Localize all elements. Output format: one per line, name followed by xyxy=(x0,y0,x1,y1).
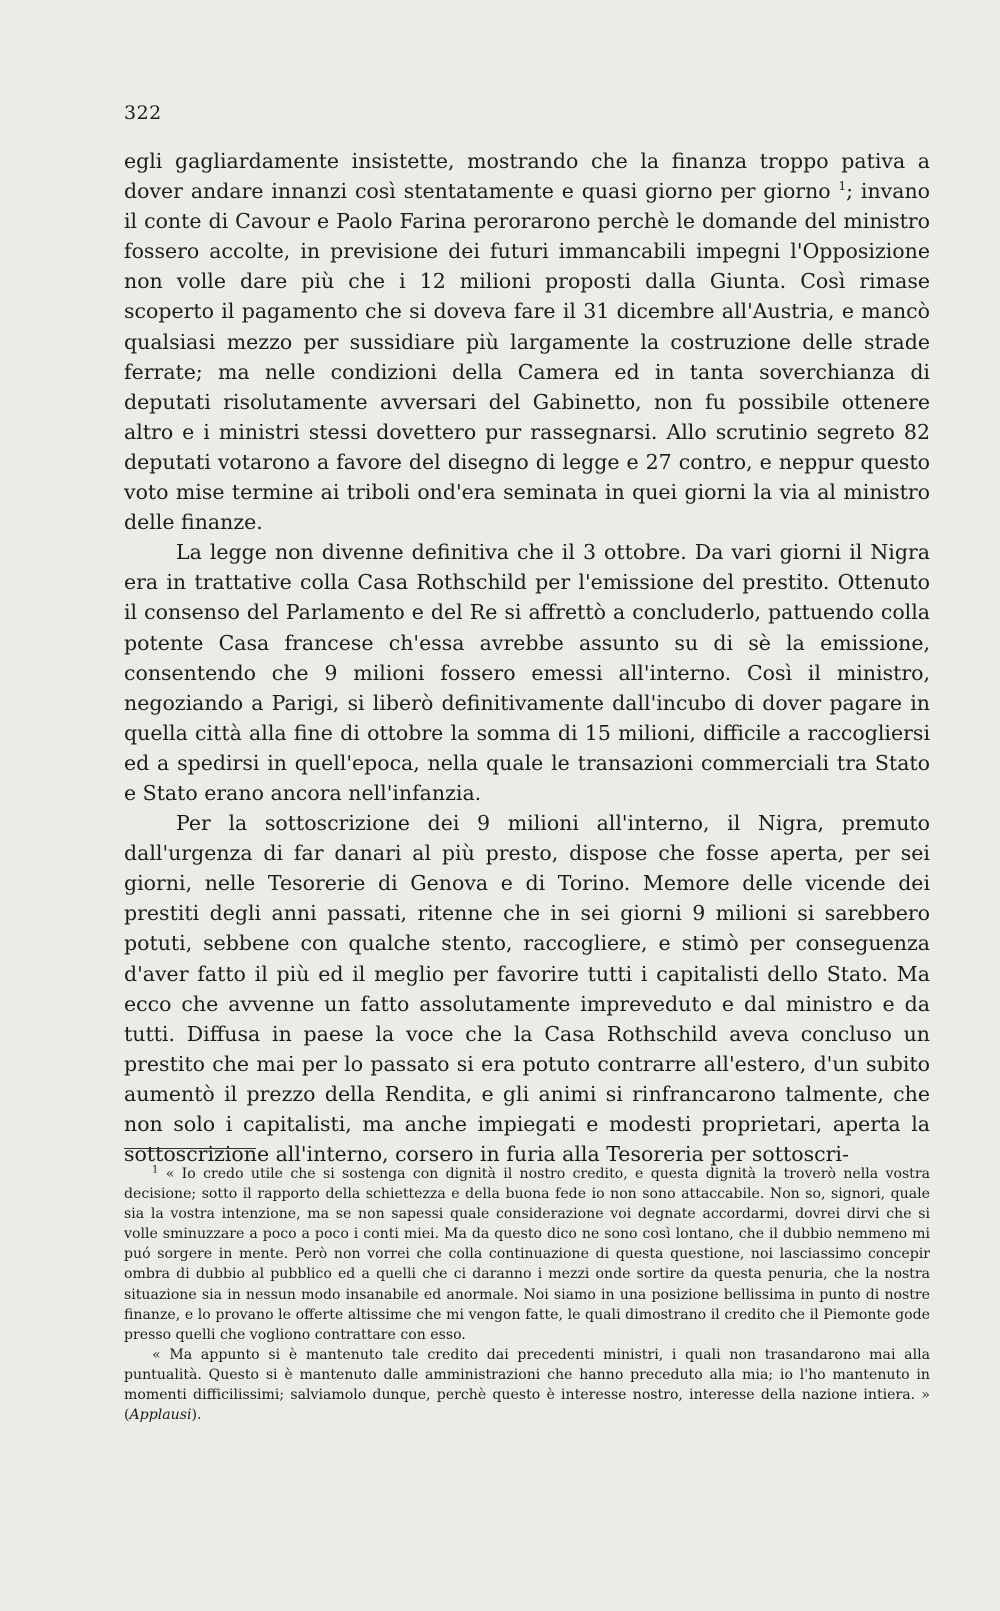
paragraph-1-text-end: ; invano il conte di Cavour e Paolo Farina perorarono perchè le domande del ministro fossero accolte, in previsione dei futuri immancabili impegni l'Opposizione non volle dare più che i 12 milioni proposti dalla Giunta. Così rimase scoperto il pagamento che si doveva fare il 31 dicembre all'Austria, e mancò qualsiasi mezzo per sussidiare più largamente la costruzione delle strade ferrate; ma nelle condizioni della Camera ed in tanta soverchianza di deputati risolutamente avversari del Gabinetto, non fu possibile ottenere altro e i ministri stessi dovettero pur rassegnarsi. Allo scrutinio segreto 82 deputati votarono a favore del disegno di legge e 27 contro, e neppur questo voto mise termine ai triboli ond'era seminata in quei giorni la via al ministro delle finanze. xyxy=(124,179,931,535)
footnote-1-end: ). xyxy=(191,1407,202,1424)
paragraph-3: Per la sottoscrizione dei 9 milioni all'interno, il Nigra, premuto dall'urgenza di far danari al più presto, dispose che fosse aperta, per sei giorni, nelle Tesorerie di Genova e di Torino. Memore delle vicende dei prestiti degli anni passati, ritenne che in sei giorni 9 milioni si sarebbero potuti, sebbene con qualche stento, raccogliere, e stimò per conseguenza d'aver fatto il più ed il meglio per favorire tutti i capitalisti dello Stato. Ma ecco che avvenne un fatto assolutamente impreveduto e dal ministro e da tutti. Diffusa in paese la voce che la Casa Rothschild aveva concluso un prestito che mai per lo passato si era potuto contrarre all'estero, d'un subito aumentò il prezzo della Rendita, e gli animi si rinfrancarono talmente, che non solo i capitalisti, ma anche impiegati e modesti proprietari, aperta la sottoscrizione all'interno, corsero in furia alla Tesoreria per sottoscri- xyxy=(124,811,930,1167)
paragraph-1 xyxy=(124,146,930,537)
footnote-divider xyxy=(124,1148,256,1149)
body-text xyxy=(124,146,930,1169)
paragraph-1-text-start: egli gagliardamente insistette, mostrando che la finanza troppo pativa a dover andare innanzi così stentatamente e quasi giorno per giorno xyxy=(124,149,930,204)
footnote-reference[interactable]: 1 xyxy=(838,179,847,194)
footnotes xyxy=(124,1164,930,1425)
footnote-1-continuation xyxy=(124,1345,930,1425)
page-number: 322 xyxy=(124,102,162,124)
footnote-applause: Applausi xyxy=(129,1407,192,1424)
footnote-mark: 1 xyxy=(152,1164,159,1176)
paragraph-2: La legge non divenne definitiva che il 3 ottobre. Da vari giorni il Nigra era in trattative colla Casa Rothschild per l'emissione del prestito. Ottenuto il consenso del Parlamento e del Re si affrettò a concluderlo, pattuendo colla potente Casa francese ch'essa avrebbe assunto su di sè la emissione, consentendo che 9 milioni fossero emessi all'interno. Così il ministro, negoziando a Parigi, si liberò definitivamente dall'incubo di dover pagare in quella città alla fine di ottobre la somma di 15 milioni, difficile a raccogliersi ed a spedirsi in quell'epoca, nella quale le transazioni commerciali tra Stato e Stato erano ancora nell'infanzia. xyxy=(124,540,930,805)
footnote-1-continuation-text: « Ma appunto si è mantenuto tale credito dai precedenti ministri, i quali non trasandarono mai alla puntualità. Questo si è mantenuto dalle amministrazioni che hanno preceduto alla mia; io l'ho mantenuto in momenti difficilissimi; salviamolo dunque, perchè questo è interesse nostro, interesse della nazione intiera. » ( xyxy=(124,1346,930,1424)
footnote-1 xyxy=(124,1164,930,1345)
footnote-1-text: « Io credo utile che si sostenga con dignità il nostro credito, e questa dignità la troverò nella vostra decisione; sotto il rapporto della schiettezza e della buona fede io non sono attaccabile. Non so, signori, quale sia la vostra intenzione, ma se non sapessi quale considerazione voi degnate accordarmi, dovrei dirvi che si volle sminuzzare a poco a poco i conti miei. Ma da questo dico ne sono così lontano, che il dubbio nemmeno mi puó sorgere in mente. Però non vorrei che colla continuazione di questa questione, noi lasciassimo concepir ombra di dubbio al pubblico ed a quelli che ci daranno i mezzi onde sortire da questa penuria, che la nostra situazione sia in nessun modo insanabile ed anormale. Noi siamo in una posizione bellissima in punto di nostre finanze, e lo provano le offerte altissime che mi vengon fatte, le quali dimostrano il credito che il Piemonte gode presso quelli che vogliono contrattare con esso. xyxy=(124,1166,930,1343)
